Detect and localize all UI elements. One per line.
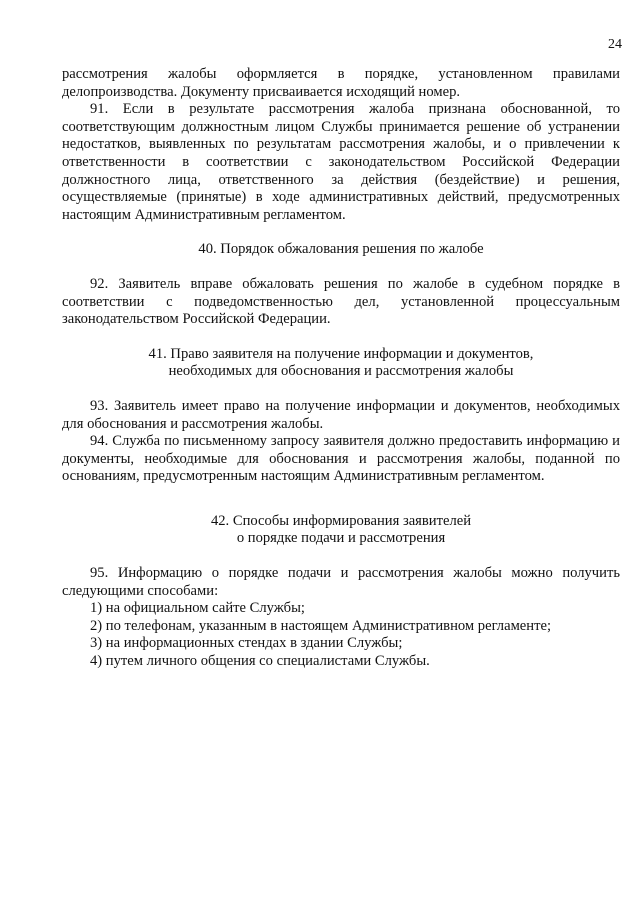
paragraph-92: 92. Заявитель вправе обжаловать решения по жалобе в судебном порядке в соответствии с подведомственностью дел, установленной процессуальным законодательством Российской Федерации. (62, 275, 620, 328)
document-body (62, 66, 620, 671)
list-item: 2) по телефонам, указанным в настоящем Административном регламенте; (90, 617, 551, 634)
page-number: 24 (608, 37, 622, 52)
paragraph-95: 95. Информацию о порядке подачи и рассмотрения жалобы можно получить следующими способами: (62, 565, 620, 599)
section-41-heading (62, 346, 620, 381)
paragraph-93: 93. Заявитель имеет право на получение информации и документов, необходимых для обоснования и рассмотрения жалобы. (62, 397, 620, 432)
section-42-heading (62, 513, 620, 548)
section-42-heading-line2: о порядке подачи и рассмотрения (236, 530, 446, 547)
section-40-heading: 40. Порядок обжалования решения по жалобе (198, 241, 484, 258)
paragraph-94: 94. Служба по письменному запросу заявителя должно предоставить информацию и документы, необходимые для обоснования и рассмотрения жалобы, поданной по основаниям, предусмотренным настоящим Административным регламентом. (62, 433, 620, 485)
section-42-heading-line1: 42. Способы информирования заявителей (210, 512, 472, 529)
list-item: 1) на официальном сайте Службы; (90, 600, 305, 617)
paragraph-continuation: рассмотрения жалобы оформляется в порядке, установленном правилами делопроизводства. Документу присваивается исходящий номер. (62, 66, 620, 100)
paragraph-91: 91. Если в результате рассмотрения жалоба признана обоснованной, то соответствующим должностным лицом Службы принимается решение об устранении недостатков, выявленных по результатам рассмотрения жалобы, и о привлечении к ответственности в соответствии с законодательством Российской Федерации должностного лица, ответственного за действия (бездействие) и решения, осуществляемые (принятые) в ходе административных действий, предусмотренных настоящим Административным регламентом. (62, 101, 620, 223)
list-item: 4) путем личного общения со специалистами Службы. (90, 653, 430, 670)
section-41-heading-line2: необходимых для обоснования и рассмотрения жалобы (168, 363, 514, 380)
list-item: 3) на информационных стендах в здании Службы; (90, 635, 403, 652)
section-41-heading-line1: 41. Право заявителя на получение информации и документов, (148, 345, 534, 362)
